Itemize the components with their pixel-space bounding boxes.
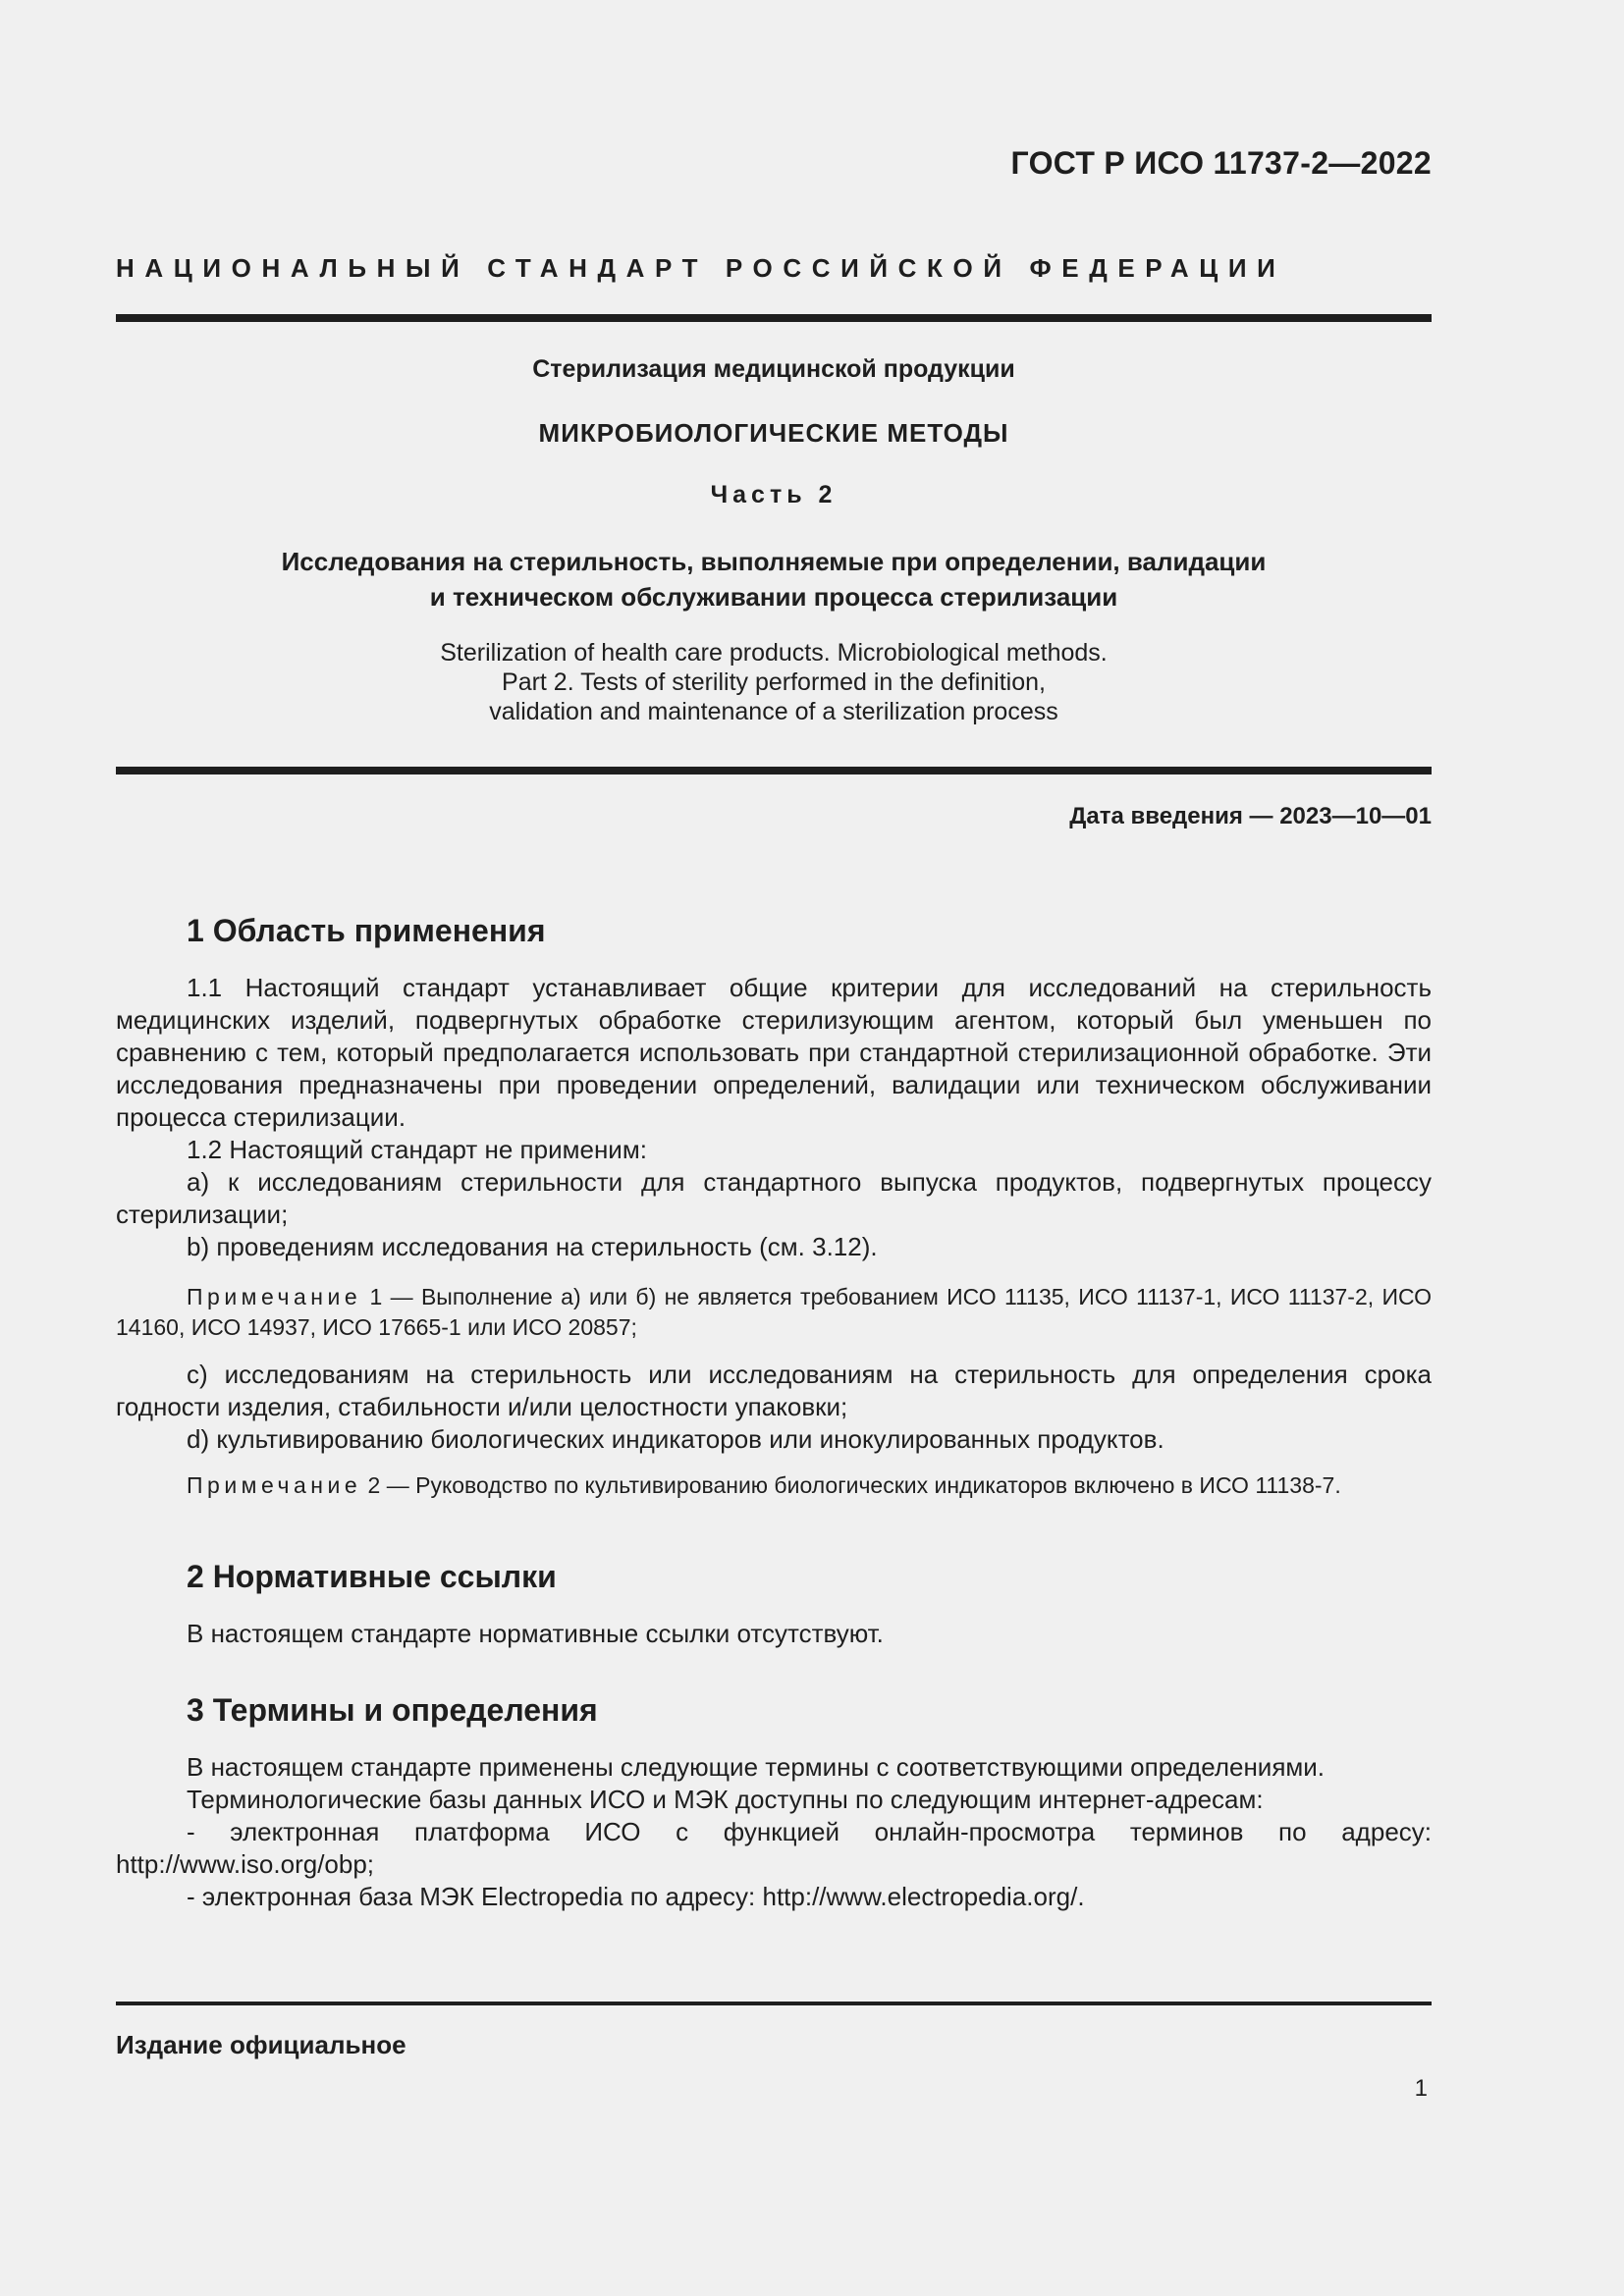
list-item-a: а) к исследованиям стерильности для стандартного выпуска продуктов, подвергнутых процессу стерилизации;: [116, 1167, 1432, 1229]
section-1-body-cont: [116, 1359, 1432, 1456]
note-1-text: 1 — Выполнение а) или б) не является требованием ИСО 11135, ИСО 11137-1, ИСО 11137-2, ИСО 14160, ИСО 14937, ИСО 17665-1 или ИСО 20857;: [116, 1284, 1432, 1340]
english-title-line-2: Part 2. Tests of sterility performed in the definition,: [502, 668, 1046, 696]
footer-rule: [116, 2002, 1432, 2005]
section-3-paragraph-2: Терминологические базы данных ИСО и МЭК доступны по следующим интернет-адресам:: [187, 1785, 1264, 1814]
introduction-date: Дата введения — 2023—10—01: [1069, 803, 1432, 829]
note-2-label: Примечание: [187, 1472, 362, 1498]
subtitle-line-1: Исследования на стерильность, выполняемые при определении, валидации: [281, 547, 1267, 576]
list-item-b: b) проведениям исследования на стерильность (см. 3.12).: [187, 1232, 878, 1261]
section-1-body: [116, 972, 1432, 1263]
subtitle: [116, 544, 1432, 614]
part-label: Часть 2: [710, 481, 838, 508]
section-3-paragraph-4: - электронная база МЭК Electropedia по адресу: http://www.electropedia.org/.: [187, 1882, 1085, 1911]
national-standard-banner: НАЦИОНАЛЬНЫЙ СТАНДАРТ РОССИЙСКОЙ ФЕДЕРАЦИИ: [116, 253, 1286, 283]
note-2-text: 2 — Руководство по культивированию биологических индикаторов включено в ИСО 11138-7.: [361, 1472, 1341, 1498]
subtitle-line-2: и техническом обслуживании процесса стерилизации: [429, 582, 1118, 612]
section-3-paragraph-3: - электронная платформа ИСО с функцией онлайн-просмотра терминов по адресу: http://www.iso.org/obp;: [116, 1817, 1432, 1879]
section-1-heading: 1 Область применения: [187, 913, 546, 948]
title-line-2: МИКРОБИОЛОГИЧЕСКИЕ МЕТОДЫ: [538, 418, 1009, 448]
note-2: [116, 1470, 1432, 1501]
section-2-body: [116, 1618, 1432, 1650]
paragraph-1-2: 1.2 Настоящий стандарт не применим:: [187, 1135, 647, 1164]
section-3-body: [116, 1751, 1432, 1913]
note-1-label: Примечание: [187, 1284, 362, 1309]
section-3-paragraph-1: В настоящем стандарте применены следующие термины с соответствующими определениями.: [187, 1752, 1326, 1782]
document-code: ГОСТ Р ИСО 11737-2—2022: [1010, 145, 1432, 181]
page-number: 1: [1414, 2075, 1428, 2102]
title-line-1: Стерилизация медицинской продукции: [532, 355, 1015, 383]
middle-rule: [116, 767, 1432, 774]
list-item-c: c) исследованиям на стерильность или исследованиям на стерильность для определения срока годности изделия, стабильности и/или целостности упаковки;: [116, 1360, 1432, 1421]
section-2-heading: 2 Нормативные ссылки: [187, 1559, 557, 1594]
list-item-d: d) культивированию биологических индикаторов или инокулированных продуктов.: [187, 1424, 1164, 1454]
official-edition-label: Издание официальное: [116, 2030, 406, 2059]
english-title-line-3: validation and maintenance of a sterilization process: [489, 698, 1058, 725]
section-2-paragraph: В настоящем стандарте нормативные ссылки отсутствуют.: [187, 1619, 884, 1648]
section-3-heading: 3 Термины и определения: [187, 1692, 598, 1728]
english-title-line-1: Sterilization of health care products. Microbiological methods.: [440, 639, 1108, 667]
english-title: [116, 638, 1432, 726]
paragraph-1-1: 1.1 Настоящий стандарт устанавливает общие критерии для исследований на стерильность медицинских изделий, подвергнутых обработке стерилизующим агентом, который был уменьшен по сравнению с тем, который предполагается использовать при стандартной стерилизационной обработке. Эти исследования предназначены при проведении определений, валидации или техническом обслуживании процесса стерилизации.: [116, 973, 1432, 1132]
top-rule: [116, 314, 1432, 322]
note-1: [116, 1282, 1432, 1343]
